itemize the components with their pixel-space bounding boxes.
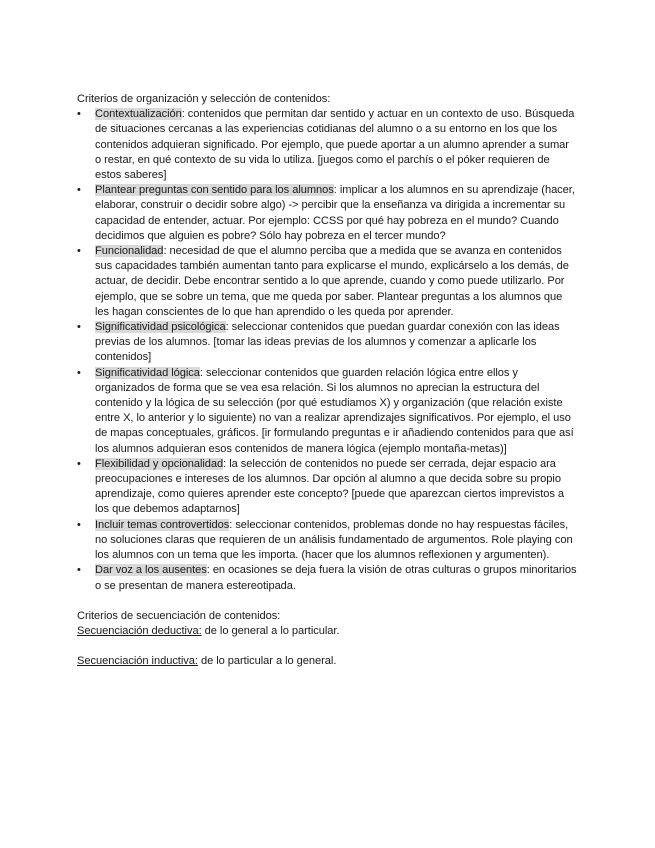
bullet-icon: • bbox=[77, 321, 81, 334]
inductive-line bbox=[77, 654, 577, 669]
criterion-term: Incluir temas controvertidos bbox=[95, 518, 230, 531]
spacer bbox=[77, 639, 577, 654]
bullet-icon: • bbox=[77, 564, 81, 577]
organization-heading: Criterios de organización y selección de contenidos: bbox=[77, 93, 331, 105]
criterion-text: : necesidad de que el alumno perciba que a medida que se avanza en contenidos sus capacidades también aumentan tanto para explicarse el mundo, explicárselo a los demás, de actuar, de decidir. Debe encontrar sentido a lo que aprende, cuando y como puede utilizarlo. Por ejemplo, que se sobre un tema, que me queda por saber. Plantear preguntas a los alumnos que les hagan conscientes de lo que han aprendido o les queda por aprender. bbox=[95, 245, 569, 318]
bullet-icon: • bbox=[77, 366, 81, 379]
bullet-icon: • bbox=[77, 245, 81, 258]
deductive-text: de lo general a lo particular. bbox=[201, 624, 340, 637]
criterion-term: Flexibilidad y opcionalidad bbox=[95, 457, 224, 470]
list-item bbox=[77, 183, 577, 244]
criterion-term: Significatividad lógica bbox=[95, 366, 200, 379]
criterion-text: : implicar a los alumnos en su aprendizaje (hacer, elaborar, construir o decidir sobre algo) -> percibir que la enseñanza va dirigida a incrementar su capacidad de entender, actuar. Por ejemplo: CCSS por qué hay pobreza en el mundo? Cuando decidimos que alguien es pobre? Sólo hay pobreza en el tercer mundo? bbox=[95, 184, 575, 242]
list-item bbox=[77, 107, 577, 183]
criterion-text: : seleccionar contenidos, problemas donde no hay respuestas fáciles, no soluciones claras que requieren de un análisis fundamentado de argumentos. Role playing con los alumnos con un tema que les importa. (hacer que los alumnos reflexionen y argumenten). bbox=[95, 518, 573, 562]
list-item bbox=[77, 366, 577, 457]
bullet-icon: • bbox=[77, 184, 81, 197]
bullet-icon: • bbox=[77, 108, 81, 121]
criteria-list bbox=[77, 107, 577, 594]
criterion-text: : contenidos que permitan dar sentido y actuar en un contexto de uso. Búsqueda de situaciones cercanas a las experiencias cotidianas del alumno o a su entorno en los que los contenidos adquieran significado. Por ejemplo, que puede aportar a un alumno aprender a sumar o restar, en qué contexto de su vida lo utiliza. [juegos como el parchís o el póker requieren de estos saberes] bbox=[95, 108, 575, 182]
spacer bbox=[77, 594, 577, 609]
bullet-icon: • bbox=[77, 518, 81, 531]
inductive-text: de lo particular a lo general. bbox=[197, 655, 337, 668]
sequencing-heading: Criterios de secuenciación de contenidos: bbox=[77, 609, 281, 622]
criterion-term: Dar voz a los ausentes bbox=[95, 564, 207, 577]
criterion-term: Significatividad psicológica bbox=[95, 321, 226, 334]
list-item bbox=[77, 244, 577, 320]
document-page bbox=[77, 92, 577, 669]
list-item bbox=[77, 320, 577, 366]
list-item bbox=[77, 457, 577, 518]
criterion-term: Plantear preguntas con sentido para los alumnos bbox=[95, 184, 334, 197]
criterion-text: : seleccionar contenidos que puedan guardar conexión con las ideas previas de los alumnos. [tomar las ideas previas de los alumnos y comenzar a aplicarle los contenidos] bbox=[95, 321, 560, 364]
criterion-text: : en ocasiones se deja fuera la visión de otras culturas o grupos minoritarios o se presentan de manera estereotipada. bbox=[95, 564, 577, 592]
criterion-term: Contextualización bbox=[95, 108, 182, 121]
deductive-term: Secuenciación deductiva: bbox=[77, 624, 202, 637]
inductive-term: Secuenciación inductiva: bbox=[77, 655, 198, 668]
deductive-line bbox=[77, 624, 577, 639]
list-item bbox=[77, 518, 577, 564]
criterion-text: : seleccionar contenidos que guarden relación lógica entre ellos y organizados de forma que se vea esa relación. Si los alumnos no aprecian la estructura del contenido y la lógica de su selección (por qué estudiamos X) y organización (que relación existe entre X, lo anterior y lo siguiente) no van a realizar aprendizajes significativos. Por ejemplo, el uso de mapas conceptuales, gráficos. [ir formulando preguntas e ir añadiendo contenidos para que así los alumnos adquieran esos contenidos de manera lógica (ejemplo montaña-metas)] bbox=[95, 366, 574, 455]
criterion-term: Funcionalidad bbox=[95, 245, 164, 258]
criterion-text: : la selección de contenidos no puede ser cerrada, dejar espacio ara preocupaciones e intereses de los alumnos. Dar opción al alumno a que decida sobre su propio aprendizaje, como quieres aprender este concepto? [puede que aparezcan ciertos imprevistos a los que debemos adaptarnos] bbox=[95, 457, 565, 516]
list-item bbox=[77, 563, 577, 593]
bullet-icon: • bbox=[77, 457, 81, 470]
